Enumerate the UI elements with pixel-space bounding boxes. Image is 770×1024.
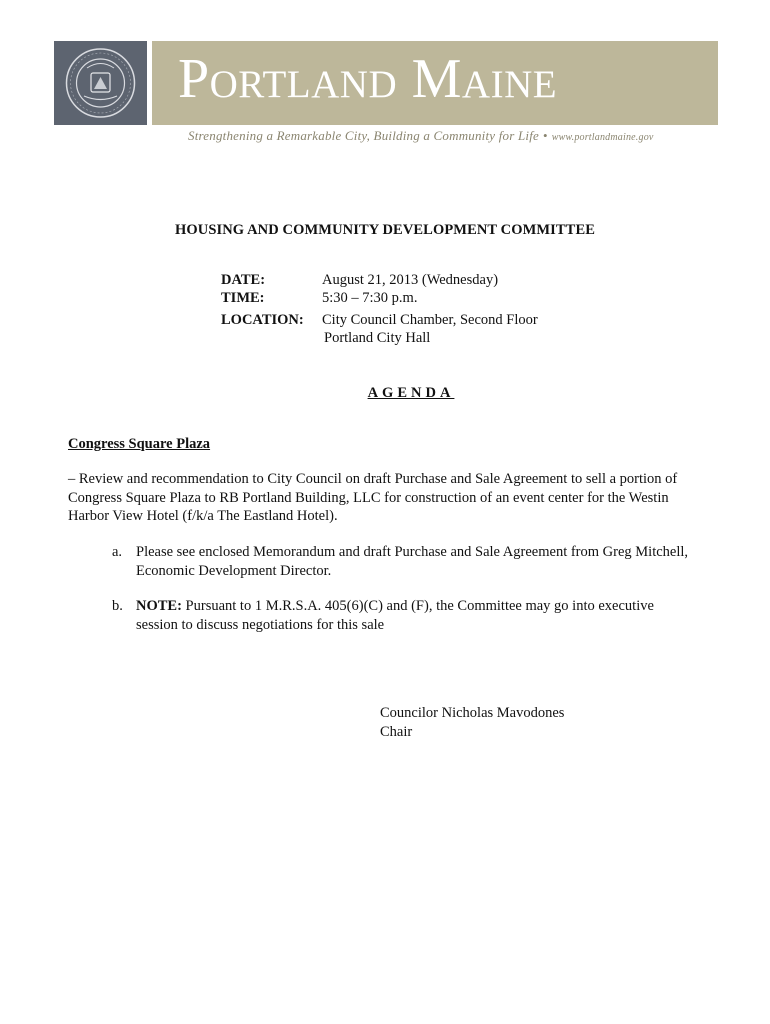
section-title: Congress Square Plaza	[68, 436, 211, 452]
section-description: – Review and recommendation to City Council on draft Purchase and Sale Agreement to sell a portion of Congress Square Plaza to RB Portland Building, LLC for construction of an event center for the Westin Harbor View Hotel (f/k/a The Eastland Hotel).	[68, 471, 678, 524]
location-line-1: City Council Chamber, Second Floor	[322, 312, 538, 328]
date-value: August 21, 2013 (Wednesday)	[322, 272, 499, 288]
agenda-heading-text: AGENDA	[367, 385, 455, 401]
tagline-separator: •	[542, 128, 548, 143]
committee-title: HOUSING AND COMMUNITY DEVELOPMENT COMMITTEE	[175, 222, 595, 238]
letterhead-tagline	[188, 128, 654, 144]
location-label: LOCATION:	[221, 312, 304, 328]
list-marker: a.	[112, 544, 123, 560]
city-seal-logo	[54, 41, 147, 125]
note-label: NOTE:	[136, 598, 182, 614]
list-marker: b.	[112, 598, 123, 614]
location-line-2: Portland City Hall	[324, 330, 431, 346]
note-text: Pursuant to 1 M.R.S.A. 405(6)(C) and (F), the Committee may go into executive session to discuss negotiations for this sale	[136, 598, 654, 633]
signer-name: Councilor Nicholas Mavodones	[380, 705, 565, 721]
signature-block	[380, 704, 564, 741]
time-label: TIME:	[221, 290, 265, 306]
signer-title: Chair	[380, 723, 413, 740]
seal-icon	[54, 41, 147, 125]
letterhead-title: Portland Maine	[178, 48, 558, 110]
list-item-text: Please see enclosed Memorandum and draft Purchase and Sale Agreement from Greg Mitchell, Economic Development Director.	[136, 544, 689, 579]
website-link[interactable]: www.portlandmaine.gov	[551, 132, 654, 143]
list-item-text	[136, 597, 696, 634]
tagline-text: Strengthening a Remarkable City, Building a Community for Life	[188, 128, 539, 143]
agenda-heading	[0, 385, 770, 402]
time-value: 5:30 – 7:30 p.m.	[322, 290, 418, 306]
date-label: DATE:	[221, 272, 266, 288]
